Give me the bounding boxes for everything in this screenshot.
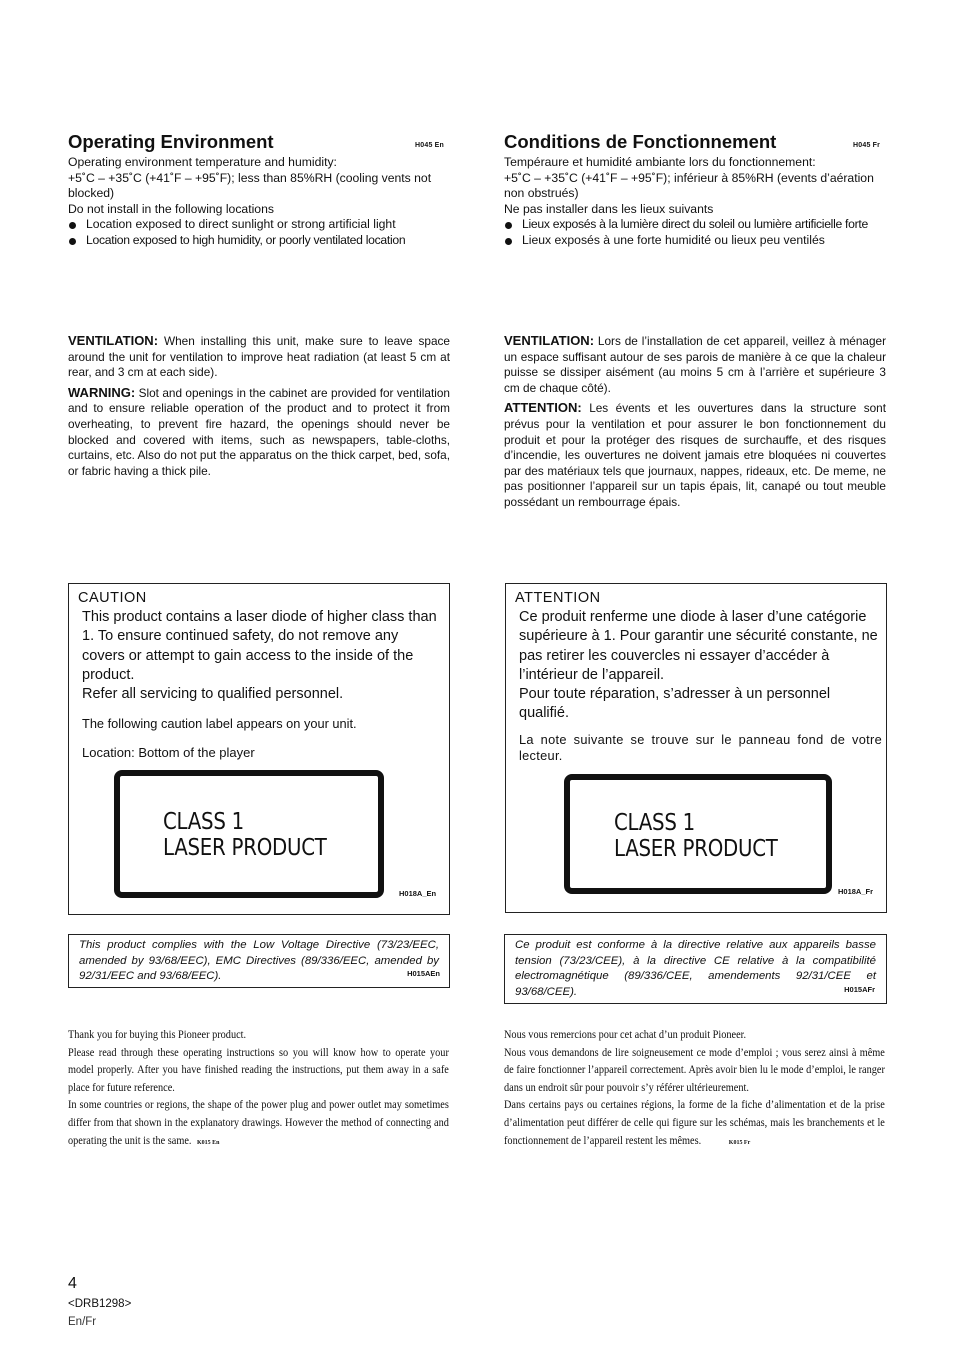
left-caution-body: [82, 608, 441, 704]
left-vent-label: VENTILATION:: [68, 333, 159, 348]
page-number: 4: [68, 1275, 77, 1292]
right-env-title: Conditions de Fonctionnement: [504, 131, 777, 152]
left-caution-small: The following caution label appears on your unit.: [82, 716, 357, 731]
right-ventilation: [504, 333, 886, 515]
left-caution-head: CAUTION: [78, 590, 147, 606]
right-laser-label: [564, 774, 832, 894]
right-warn-para: [504, 400, 886, 510]
left-env-bullet: Location exposed to direct sunlight or strong artificial light: [68, 217, 452, 233]
left-thanks: [68, 1027, 449, 1151]
left-caution-line: This product contains a laser diode of higher class than 1. To ensure continued safety, do not remove any covers or attempt to gain access to the inside of the product.: [82, 609, 437, 683]
right-caution-line: Pour toute réparation, s’adresser à un personnel qualifié.: [519, 686, 831, 722]
left-caution-line: Refer all servicing to qualified personnel.: [82, 686, 344, 703]
left-ventilation: [68, 333, 450, 483]
right-thanks-line: [504, 1097, 885, 1151]
left-thanks-text: In some countries or regions, the shape of the power plug and power outlet may sometimes differ from that shown in the explanatory drawings. However the method of connecting and operating the unit is the same.: [68, 1099, 449, 1147]
right-caution-box: [505, 583, 887, 913]
right-label-code: H018A_Fr: [838, 887, 874, 896]
left-thanks-code: K015 En: [197, 1138, 220, 1146]
right-env-line: Ne pas installer dans les lieux suivants: [504, 201, 714, 216]
right-env-body: [504, 155, 888, 249]
left-vent-para: [68, 333, 450, 381]
right-vent-text: Lors de l’installation de cet appareil, veillez à ménager un espace suffisant autour de ses parois de manière à ce que la chaleur puisse se dissiper aisément (au moins 5 cm à l’arrière et supérieure 3 cm de chaque côté).: [504, 334, 887, 395]
left-label-line2: LASER PRODUCT: [163, 835, 327, 861]
left-directive-code: H015AEn: [407, 968, 440, 978]
left-warn-para: [68, 385, 450, 480]
left-directive-text: This product complies with the Low Voltage Directive (73/23/EEC, amended by 93/68/EEC), EMC Directives (89/336/EEC, amended by 92/31/EEC and 93/68/EEC).: [79, 939, 439, 982]
right-env-bullet: Lieux exposés à la lumière direct du soleil ou lumière artificielle forte: [504, 217, 888, 233]
left-env-line: Operating environment temperature and humidity:: [68, 155, 337, 169]
right-directive-text: Ce produit est conforme à la directive relative aux appareils basse tension (73/23/CEE), à la directive CE relative à la compatibilité electromagnétique (89/336/CEE, amendements 92/31/CEE et 93/68/CEE).: [515, 939, 876, 998]
right-caution-small: La note suivante se trouve sur le panneau fond de votre lecteur.: [519, 732, 882, 763]
left-thanks-line: Please read through these operating instructions so you will know how to operate your model properly. After you have finished reading the instructions, put them away in a safe place for future reference.: [68, 1046, 449, 1094]
right-caution-body: [519, 608, 878, 724]
left-caution-box: [68, 583, 450, 915]
doc-code: <DRB1298>: [68, 1298, 132, 1310]
right-thanks-line: Nous vous demandons de lire soigneusement ce mode d’emploi ; vous serez ainsi à même de faire fonctionner l’appareil correctement. Après avoir bien lu le mode d’emploi, le ranger dans un endroit sûr pour pouvoir s’y référer ultérieurement.: [504, 1046, 885, 1094]
right-warn-text: Les évents et les ouvertures dans la structure sont prévus pour la ventilation et pour assurer le bon fonctionnement du produit et pour la protéger des risques de surchauffe, et des risques d’incendie, les ouvertures ne doivent jamais etre bloquées ni couvertes par des matériaux tels que journaux, nappes, rideaux, etc. De meme, ne pas positionner l’appareil sur un tapis épais, lit, canapé ou tout meuble possédant un rembourrage épais.: [504, 401, 886, 509]
left-thanks-line: [68, 1097, 449, 1151]
left-env-body: [68, 155, 452, 249]
right-env-line: Tempéraure et humidité ambiante lors du fonctionnement:: [504, 155, 816, 169]
left-env-bullets: [68, 217, 452, 248]
left-env-line: +5˚C – +35˚C (+41˚F – +95˚F); less than 85%RH (cooling vents not blocked): [68, 170, 432, 201]
right-directive-code: H015AFr: [844, 984, 875, 994]
left-thanks-line: Thank you for buying this Pioneer product.: [68, 1029, 247, 1041]
left-warn-text: Slot and openings in the cabinet are provided for ventilation and to ensure reliable operation of the product and to protect it from overheating, to prevent fire hazard, the openings should never be blocked and covered with items, such as newspapers, table-cloths, curtains, etc. Also do not put the apparatus on the thick carpet, bed, sofa, or fabric having a thick pile.: [68, 385, 450, 478]
right-env-code: H045 Fr: [853, 142, 881, 149]
left-laser-text: [163, 809, 327, 861]
right-caution-head: ATTENTION: [515, 590, 601, 606]
left-label-code: H018A_En: [399, 889, 437, 898]
left-laser-label: [114, 770, 384, 898]
right-caution-line: Ce produit renferme une diode à laser d’une catégorie supérieure à 1. Pour garantir une sécurité constante, ne pas retirer les couvercles ni essayer d’accéder à l’intérieur de l’appareil.: [519, 609, 878, 683]
right-env-line: +5˚C – +35˚C (+41˚F – +95˚F); inférieur à 85%RH (events d’aération non obstrués): [504, 170, 874, 201]
right-vent-para: [504, 333, 886, 396]
left-vent-text: When installing this unit, make sure to leave space around the unit for ventilation to improve heat radiation (at least 5 cm at rear, and 3 cm at each side).: [68, 334, 450, 380]
right-thanks-code: K015 Fr: [728, 1138, 751, 1146]
right-env-bullet: Lieux exposés à une forte humidité ou lieux peu ventilés: [504, 233, 888, 249]
left-env-bullet: Location exposed to high humidity, or poorly ventilated location: [68, 233, 452, 249]
right-thanks-line: Nous vous remercions pour cet achat d’un produit Pioneer.: [504, 1029, 747, 1041]
right-vent-label: VENTILATION:: [504, 333, 595, 348]
language-code: En/Fr: [68, 1316, 97, 1328]
left-warn-label: WARNING:: [68, 384, 136, 400]
right-warn-label: ATTENTION:: [504, 400, 582, 416]
left-env-line: Do not install in the following locations: [68, 201, 274, 216]
right-label-line1: CLASS 1: [614, 810, 696, 836]
left-env-title: Operating Environment: [68, 131, 274, 152]
left-env-code: H045 En: [415, 142, 445, 149]
left-directive-box: [68, 934, 450, 988]
right-env-bullets: [504, 217, 888, 248]
right-label-line2: LASER PRODUCT: [614, 836, 778, 862]
right-laser-text: [614, 810, 778, 862]
right-thanks: [504, 1027, 885, 1151]
left-label-line1: CLASS 1: [163, 809, 245, 835]
left-caution-location: Location: Bottom of the player: [82, 745, 255, 760]
right-thanks-text: Dans certains pays ou certaines régions, la forme de la fiche d’alimentation et de la prise d’alimentation peut différer de celle qui figure sur les schémas, mais les branchements et le fonctionnement de l’appareil restent les mêmes.: [504, 1099, 885, 1147]
right-directive-box: [504, 934, 887, 1004]
